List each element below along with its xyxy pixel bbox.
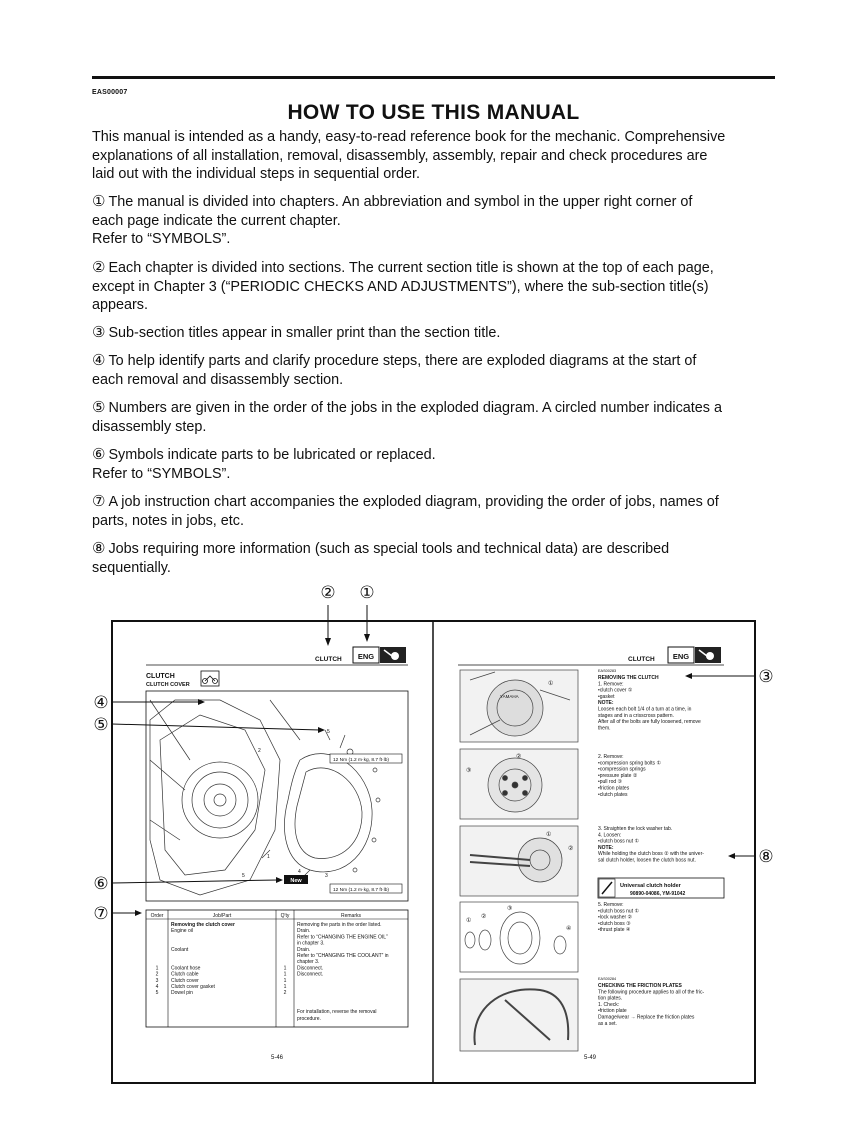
- page-title: HOW TO USE THIS MANUAL: [287, 101, 580, 124]
- instruction-line: 1. Check:: [598, 1001, 620, 1008]
- table-cell-qty: 2: [283, 990, 287, 997]
- instruction-line: After all of the bolts are fully loosened, remove: [598, 719, 701, 726]
- instruction-line: Damage/wear → Replace the friction plates: [598, 1014, 695, 1021]
- instruction-line: them.: [598, 725, 611, 732]
- item-2: ② Each chapter is divided into sections. The current section title is shown at the top of each page, except in Chapter 3 (“PERIODIC CHECKS AND ADJUSTMENTS”), where the sub-section title(s) appears.: [92, 259, 714, 313]
- instruction-line: 5. Remove:: [598, 902, 624, 908]
- special-tool-name: Universal clutch holder: [620, 883, 681, 889]
- item-4: ④ To help identify parts and clarify procedure steps, there are exploded diagrams at the start of each removal and disassembly section.: [92, 352, 697, 388]
- callout-5: ⑤: [93, 715, 109, 734]
- instruction-line: Loosen each bolt 1/4 of a turn at a time, in: [598, 706, 692, 713]
- photo-label: ①: [548, 681, 554, 687]
- photo-label: ②: [568, 846, 574, 852]
- item-6: ⑥ Symbols indicate parts to be lubricated or replaced. Refer to “SYMBOLS”.: [92, 446, 436, 482]
- text-block-removing-clutch: [598, 675, 701, 731]
- instruction-line: •compression springs: [598, 766, 646, 773]
- photo-clutch-holder: [460, 826, 578, 896]
- table-cell-remarks: Removing the parts in the order listed.: [297, 922, 382, 928]
- table-cell-remarks: Drain.: [297, 928, 311, 935]
- intro-line: laid out with the individual steps in sequential order.: [92, 166, 420, 182]
- instruction-line: •pressure plate ②: [598, 772, 638, 779]
- instruction-line: REMOVING THE CLUTCH: [598, 675, 659, 681]
- callout-2: ②: [320, 583, 336, 602]
- circled-number: ④: [92, 352, 106, 369]
- photo-label: ①: [546, 832, 552, 838]
- callout-4: ④: [93, 693, 109, 712]
- table-cell-order: 1: [155, 965, 159, 972]
- instruction-line: CHECKING THE FRICTION PLATES: [598, 983, 682, 989]
- table-cell-qty: 1: [283, 984, 287, 990]
- table-cell-qty: 1: [283, 977, 287, 984]
- photo-friction-plate: [460, 979, 578, 1051]
- table-cell-order: 3: [155, 977, 159, 984]
- instruction-line: 4. Loosen:: [598, 832, 622, 839]
- table-cell-remarks: Drain.: [297, 946, 311, 953]
- instruction-line: •clutch plates: [598, 791, 628, 798]
- table-footer-line: For installation, reverse the removal: [297, 1009, 377, 1015]
- section-code: EAS00007: [92, 89, 128, 96]
- instruction-line: 3. Straighten the lock washer tab.: [598, 826, 673, 832]
- instruction-line: sal clutch holder, loosen the clutch boss nut.: [598, 857, 696, 864]
- circled-number: ⑦: [92, 493, 106, 510]
- photo-label: ②: [516, 754, 522, 760]
- table-cell-job: Dowel pin: [171, 990, 193, 997]
- part-number-label: 5: [242, 873, 245, 879]
- table-header-remarks: Remarks: [340, 913, 362, 919]
- table-rows: [156, 922, 389, 996]
- instruction-line: •clutch boss nut ①: [598, 838, 639, 845]
- photo-label: ④: [566, 926, 572, 932]
- item-7: ⑦ A job instruction chart accompanies the exploded diagram, providing the order of jobs, names of parts, notes in jobs, etc.: [92, 493, 719, 529]
- circled-number: ③: [92, 324, 106, 341]
- text-block-remove-boss: [598, 902, 639, 933]
- text-block-loosen-nut: [598, 826, 704, 864]
- item-5: ⑤ Numbers are given in the order of the jobs in the exploded diagram. A circled number indicates a disassembly step.: [92, 399, 723, 435]
- torque-spec-2-text: 12 Nm (1.2 m·kg, 8.7 ft·lb): [333, 888, 389, 893]
- callout-1: ①: [359, 583, 375, 602]
- callout-7: ⑦: [93, 904, 109, 923]
- right-section-code: EAS00284: [598, 977, 617, 981]
- part-number-label: 4: [298, 869, 301, 875]
- table-footer-line: procedure.: [297, 1016, 321, 1022]
- table-header-job: Job/Part: [212, 913, 232, 919]
- left-page-number: 5-46: [270, 1055, 284, 1061]
- table-cell-order: 4: [155, 984, 159, 990]
- item-8: ⑧ Jobs requiring more information (such as special tools and technical data) are described sequentially.: [92, 540, 670, 576]
- photo-clutch-boss-exploded: [460, 902, 578, 972]
- table-cell-remarks: Disconnect.: [297, 971, 324, 978]
- table-cell-remarks: Refer to “CHANGING THE ENGINE OIL”: [297, 934, 388, 941]
- exploded-diagram-drawing: [150, 700, 380, 895]
- instruction-line: •thrust plate ④: [598, 927, 631, 934]
- left-subtitle: CLUTCH COVER: [146, 682, 190, 688]
- part-number-label: 3: [325, 873, 328, 879]
- item-1: ① The manual is divided into chapters. An abbreviation and symbol in the upper right corner of each page indicate the current chapter. Refer to “SYMBOLS”.: [92, 193, 693, 247]
- instruction-line: as a set.: [598, 1020, 617, 1027]
- right-section-code: EAS00283: [598, 669, 617, 673]
- table-cell-job: Engine oil: [171, 928, 193, 935]
- photo-label: ①: [466, 918, 472, 924]
- table-cell-job: Removing the clutch cover: [171, 922, 235, 928]
- table-header-qty: Q'ty: [280, 913, 290, 919]
- instruction-line: •clutch cover ①: [598, 687, 633, 694]
- photo-clutch-cover: [460, 670, 578, 742]
- torque-spec-1-text: 12 Nm (1.2 m·kg, 8.7 ft·lb): [333, 758, 389, 763]
- instruction-line: NOTE:: [598, 844, 614, 851]
- table-cell-job: Clutch cover: [171, 977, 199, 984]
- instruction-line: NOTE:: [598, 700, 614, 707]
- photo-label: YAMAHA: [500, 694, 519, 699]
- table-cell-qty: 1: [283, 971, 287, 978]
- table-cell-job: Clutch cable: [171, 971, 199, 978]
- circled-number: ⑧: [92, 540, 106, 557]
- instruction-line: •friction plate: [598, 1008, 627, 1015]
- right-header-section: CLUTCH: [628, 656, 655, 663]
- photo-label: ③: [507, 906, 513, 912]
- callout-6: ⑥: [93, 874, 109, 893]
- table-cell-order: 2: [155, 971, 159, 978]
- table-cell-remarks: Disconnect.: [297, 965, 324, 972]
- photo-label: ②: [481, 914, 487, 920]
- instruction-line: The following procedure applies to all of the fric-: [598, 989, 705, 996]
- instruction-line: 2. Remove:: [598, 754, 624, 760]
- text-block-remove-springs: [598, 754, 661, 798]
- item-3: ③ Sub-section titles appear in smaller print than the section title.: [92, 324, 501, 341]
- instruction-line: •lock washer ②: [598, 914, 633, 921]
- table-cell-qty: 1: [283, 965, 287, 972]
- table-cell-job: Coolant: [171, 946, 189, 953]
- part-number-label: 1: [267, 854, 270, 860]
- intro-line: explanations of all installation, removal, disassembly, assembly, repair and check procedures are: [92, 147, 708, 164]
- instruction-line: •clutch boss nut ①: [598, 908, 639, 915]
- instruction-line: stages and in a crisscross pattern.: [598, 712, 674, 719]
- photo-label: ③: [466, 768, 472, 774]
- callout-3: ③: [758, 667, 774, 686]
- table-cell-remarks: Refer to “CHANGING THE COOLANT” in: [297, 953, 389, 959]
- instruction-line: While holding the clutch boss ② with the univer-: [598, 851, 704, 858]
- special-tool-number: 90890-04086, YM-91042: [630, 891, 686, 897]
- new-part-label: New: [290, 878, 302, 884]
- right-page-number: 5-49: [583, 1055, 597, 1061]
- instruction-line: •gasket: [598, 693, 615, 700]
- table-cell-job: Clutch cover gasket: [171, 984, 215, 990]
- exploded-diagram-box: [146, 691, 408, 901]
- intro-line: This manual is intended as a handy, easy-to-read reference book for the mechanic. Comprehensive: [92, 129, 726, 145]
- text-block-checking-friction-plates: [598, 983, 705, 1027]
- instruction-line: •clutch boss ③: [598, 920, 631, 927]
- table-cell-remarks: in chapter 3.: [297, 940, 325, 947]
- instruction-line: •friction plates: [598, 785, 630, 792]
- left-title: CLUTCH: [146, 673, 175, 680]
- part-number-label: 5: [327, 729, 330, 735]
- circled-number: ①: [92, 193, 106, 210]
- table-header-order: Order: [150, 913, 164, 919]
- instruction-line: tion plates.: [598, 995, 623, 1002]
- instruction-line: •pull rod ③: [598, 779, 623, 786]
- part-number-label: 2: [258, 748, 261, 754]
- circled-number: ⑥: [92, 446, 106, 463]
- left-eng-label: ENG: [357, 652, 375, 661]
- table-cell-job: Coolant hose: [171, 965, 201, 972]
- callout-8: ⑧: [758, 847, 774, 866]
- circled-number: ②: [92, 259, 106, 276]
- circled-number: ⑤: [92, 399, 106, 416]
- left-header-section: CLUTCH: [315, 656, 342, 663]
- instruction-line: •compression spring bolts ①: [598, 760, 661, 767]
- table-cell-remarks: chapter 3.: [297, 959, 320, 966]
- instruction-line: 1. Remove:: [598, 681, 624, 688]
- table-cell-order: 5: [155, 990, 159, 997]
- right-eng-label: ENG: [672, 652, 690, 661]
